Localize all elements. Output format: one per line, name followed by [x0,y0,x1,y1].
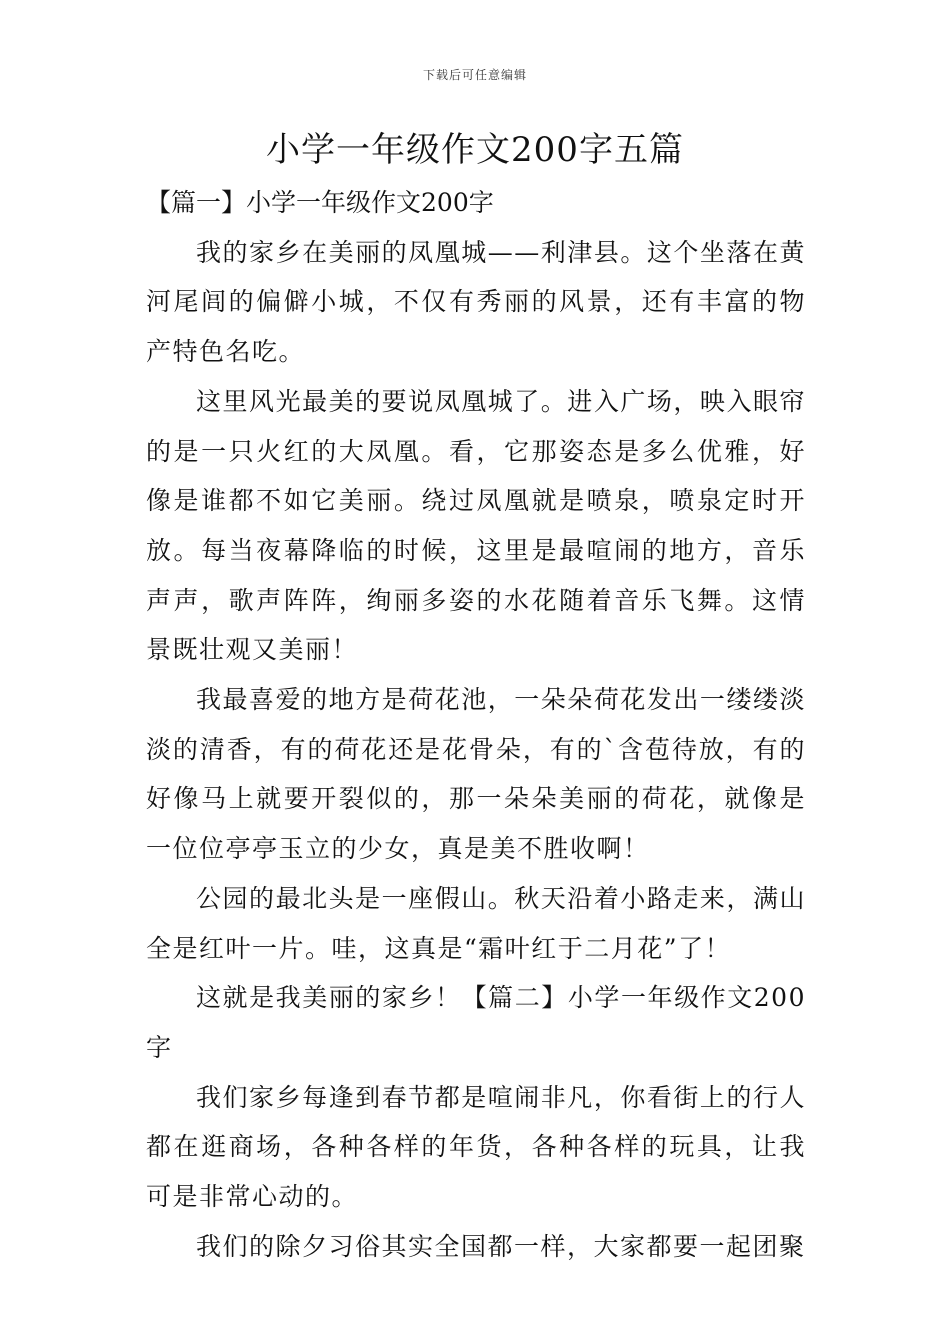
paragraph: 我们家乡每逢到春节都是喧闹非凡，你看街上的行人都在逛商场，各种各样的年货，各种各样的玩具，让我可是非常心动的。 [146,1082,806,1212]
header-note: 下载后可任意编辑 [422,68,527,82]
section-heading: 【篇一】小学一年级作文200字 [146,188,494,217]
paragraph: 我的家乡在美丽的凤凰城——利津县。这个坐落在黄河尾闾的偏僻小城，不仅有秀丽的风景，还有丰富的物产特色名吃。 [146,237,806,367]
paragraph: 公园的最北头是一座假山。秋天沿着小路走来，满山全是红叶一片。哇，这真是“霜叶红于二月花”了！ [146,883,806,963]
paragraph: 我最喜爱的地方是荷花池，一朵朵荷花发出一缕缕淡淡的清香，有的荷花还是花骨朵，有的`含苞待放，有的好像马上就要开裂似的，那一朵朵美丽的荷花，就像是一位位亭亭玉立的少女，真是美不胜收啊！ [146,685,806,864]
paragraph: 我们的除夕习俗其实全国都一样，大家都要一起团聚 [196,1231,806,1261]
paragraph: 这就是我美丽的家乡！【篇二】小学一年级作文200字 [146,983,806,1062]
document-body [146,178,806,1271]
document-title: 小学一年级作文200字五篇 [266,130,684,170]
paragraph: 这里风光最美的要说凤凰城了。进入广场，映入眼帘的是一只火红的大凤凰。看，它那姿态是多么优雅，好像是谁都不如它美丽。绕过凤凰就是喷泉，喷泉定时开放。每当夜幕降临的时候，这里是最喧闹的地方，音乐声声，歌声阵阵，绚丽多姿的水花随着音乐飞舞。这情景既壮观又美丽！ [146,386,806,665]
